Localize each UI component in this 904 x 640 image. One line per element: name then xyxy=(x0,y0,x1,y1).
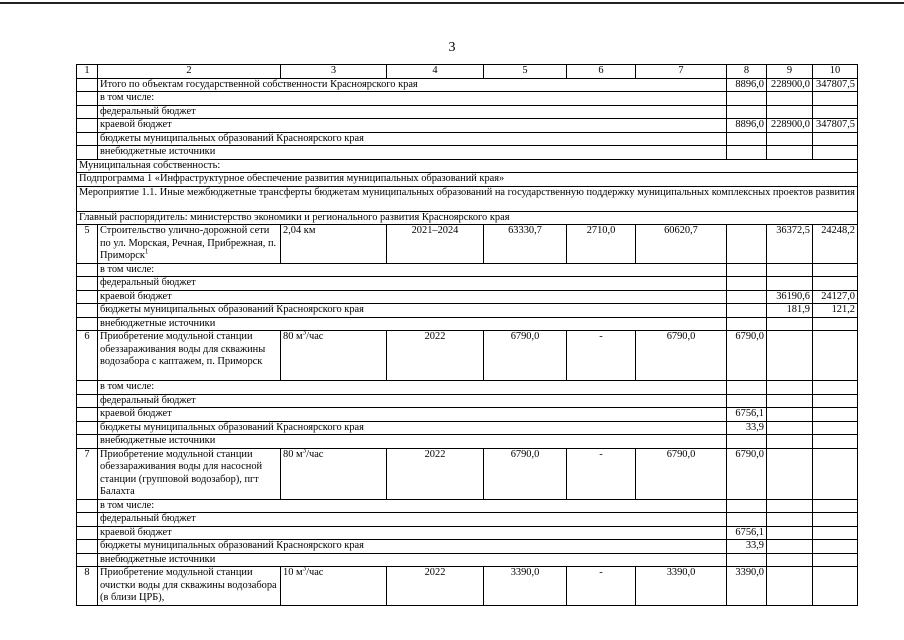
measure-heading xyxy=(77,186,858,211)
value-col10 xyxy=(813,105,858,119)
regional-budget-label: краевой бюджет xyxy=(98,526,727,540)
blank-cell xyxy=(77,78,98,92)
manager-heading: Главный распорядитель: министерство экономики и регионального развития Красноярского края xyxy=(77,211,858,225)
blank-cell xyxy=(77,526,98,540)
header-row xyxy=(77,65,858,79)
value-col10 xyxy=(813,132,858,146)
value-col5: 63330,7 xyxy=(484,225,567,264)
value-col8 xyxy=(727,553,767,567)
subrow-municipal-budgets xyxy=(77,304,858,318)
unit-tail: /час xyxy=(306,448,324,460)
blank-cell xyxy=(77,553,98,567)
top-rule xyxy=(0,2,904,4)
subrow-regional-budget xyxy=(77,290,858,304)
including-label: в том числе: xyxy=(98,499,727,513)
item-name: Строительство улично-дорожной сети по ул. Морская, Речная, Прибрежная, п. Приморск$^1$ xyxy=(98,225,281,264)
value-col9 xyxy=(767,277,813,291)
value-col10 xyxy=(813,435,858,449)
item-row xyxy=(77,448,858,499)
extrabudgetary-label: внебюджетные источники xyxy=(98,317,727,331)
subrow-regional-budget xyxy=(77,526,858,540)
blank-cell xyxy=(77,394,98,408)
value-col8 xyxy=(727,225,767,264)
federal-budget-label: федеральный бюджет xyxy=(98,394,727,408)
municipal-heading xyxy=(77,159,858,173)
value-col5: 3390,0 xyxy=(484,567,567,606)
value-col8 xyxy=(727,263,767,277)
subrow-including xyxy=(77,381,858,395)
regional-budget-label: краевой бюджет xyxy=(98,408,727,422)
item-number: 5 xyxy=(77,225,98,264)
value-col9 xyxy=(767,394,813,408)
blank-cell xyxy=(77,119,98,133)
column-number-7: 7 xyxy=(636,65,727,79)
value-col10 xyxy=(813,513,858,527)
column-number-1: 1 xyxy=(77,65,98,79)
value-col10 xyxy=(813,146,858,160)
value-col8 xyxy=(727,304,767,318)
blank-cell xyxy=(77,290,98,304)
subprogram-heading: Подпрограмма 1 «Инфраструктурное обеспечение развития муниципальных образований края» xyxy=(77,173,858,187)
value-col8: 33,9 xyxy=(727,421,767,435)
capacity: 80 $м^3$/час xyxy=(281,448,387,499)
value-col9 xyxy=(767,435,813,449)
measure-heading: Мероприятие 1.1. Иные межбюджетные трансферты бюджетам муниципальных образований на государственную поддержку муниципальных комплексных проектов развития xyxy=(77,186,858,211)
value-col7: 3390,0 xyxy=(636,567,727,606)
subrow-municipal-budgets xyxy=(77,421,858,435)
subrow-including xyxy=(77,499,858,513)
subrow-including xyxy=(77,263,858,277)
item-number: 8 xyxy=(77,567,98,606)
value-col10 xyxy=(813,421,858,435)
subrow-including xyxy=(77,92,858,106)
value-col8 xyxy=(727,435,767,449)
value-col8: 8896,0 xyxy=(727,78,767,92)
column-number-5: 5 xyxy=(484,65,567,79)
value-col6: 2710,0 xyxy=(567,225,636,264)
item-number: 6 xyxy=(77,331,98,381)
value-col8 xyxy=(727,277,767,291)
value-col9 xyxy=(767,317,813,331)
regional-budget-label: краевой бюджет xyxy=(98,119,727,133)
subprogram-heading xyxy=(77,173,858,187)
value-col9 xyxy=(767,408,813,422)
municipal-budgets-label: бюджеты муниципальных образований Красноярского края xyxy=(98,132,727,146)
subrow-municipal-budgets xyxy=(77,132,858,146)
value-col9 xyxy=(767,499,813,513)
value-col9 xyxy=(767,331,813,381)
subrow-regional-budget xyxy=(77,408,858,422)
column-number-4: 4 xyxy=(387,65,484,79)
federal-budget-label: федеральный бюджет xyxy=(98,277,727,291)
blank-cell xyxy=(77,540,98,554)
extrabudgetary-label: внебюджетные источники xyxy=(98,435,727,449)
value-col10 xyxy=(813,567,858,606)
value-col10: 121,2 xyxy=(813,304,858,318)
value-col8 xyxy=(727,394,767,408)
unit-tail: /час xyxy=(306,567,324,578)
value-col10 xyxy=(813,277,858,291)
value-col8 xyxy=(727,499,767,513)
subrow-federal-budget xyxy=(77,277,858,291)
value-col9 xyxy=(767,146,813,160)
value-col9 xyxy=(767,381,813,395)
value-col9: 36190,6 xyxy=(767,290,813,304)
value-col8: 3390,0 xyxy=(727,567,767,606)
value-col9 xyxy=(767,132,813,146)
value-col9: 228900,0 xyxy=(767,119,813,133)
value-col9 xyxy=(767,513,813,527)
value-col10: 24248,2 xyxy=(813,225,858,264)
manager-heading xyxy=(77,211,858,225)
period: 2022 xyxy=(387,567,484,606)
item-row xyxy=(77,225,858,264)
value-col8 xyxy=(727,317,767,331)
blank-cell xyxy=(77,435,98,449)
value-col10 xyxy=(813,448,858,499)
subrow-extrabudgetary xyxy=(77,435,858,449)
value-col9 xyxy=(767,540,813,554)
municipal-budgets-label: бюджеты муниципальных образований Красноярского края xyxy=(98,421,727,435)
value-col9: 181,9 xyxy=(767,304,813,318)
value-col8 xyxy=(727,105,767,119)
value-col10 xyxy=(813,526,858,540)
period: 2022 xyxy=(387,448,484,499)
value-col8: 6790,0 xyxy=(727,331,767,381)
value-col10 xyxy=(813,540,858,554)
blank-cell xyxy=(77,146,98,160)
item-row xyxy=(77,567,858,606)
item-name: Приобретение модульной станции обеззараживания воды для скважины водозабора с каптажем, п. Приморск xyxy=(98,331,281,381)
column-number-3: 3 xyxy=(281,65,387,79)
period: 2021–2024 xyxy=(387,225,484,264)
federal-budget-label: федеральный бюджет xyxy=(98,105,727,119)
value-col9 xyxy=(767,526,813,540)
subrow-extrabudgetary xyxy=(77,317,858,331)
value-col7: 60620,7 xyxy=(636,225,727,264)
footnote-mark: 1 xyxy=(144,247,149,256)
value-col9: 36372,5 xyxy=(767,225,813,264)
value-col8: 6756,1 xyxy=(727,408,767,422)
value-col10 xyxy=(813,92,858,106)
unit-superscript: 3 xyxy=(302,330,307,337)
value-col5: 6790,0 xyxy=(484,331,567,381)
blank-cell xyxy=(77,105,98,119)
value-col9 xyxy=(767,105,813,119)
value-col6: - xyxy=(567,448,636,499)
value-col10: 347807,5 xyxy=(813,78,858,92)
item-number: 7 xyxy=(77,448,98,499)
including-label: в том числе: xyxy=(98,263,727,277)
period: 2022 xyxy=(387,331,484,381)
unit-tail: /час xyxy=(306,331,324,342)
value-col8 xyxy=(727,513,767,527)
subrow-extrabudgetary xyxy=(77,146,858,160)
value-col10 xyxy=(813,381,858,395)
capacity: 10 $м^3$/час xyxy=(281,567,387,606)
blank-cell xyxy=(77,304,98,318)
value-col8 xyxy=(727,146,767,160)
column-number-8: 8 xyxy=(727,65,767,79)
value-col8: 33,9 xyxy=(727,540,767,554)
value-col8 xyxy=(727,381,767,395)
value-col10: 24127,0 xyxy=(813,290,858,304)
including-label: в том числе: xyxy=(98,92,727,106)
value-col9 xyxy=(767,553,813,567)
total-title: Итого по объектам государственной собственности Красноярского края xyxy=(98,78,727,92)
total-row xyxy=(77,78,858,92)
value-col10 xyxy=(813,394,858,408)
value-col6: - xyxy=(567,331,636,381)
value-col8 xyxy=(727,92,767,106)
extrabudgetary-label: внебюджетные источники xyxy=(98,146,727,160)
value-col8: 8896,0 xyxy=(727,119,767,133)
value-col8 xyxy=(727,290,767,304)
blank-cell xyxy=(77,513,98,527)
value-col6: - xyxy=(567,567,636,606)
value-col7: 6790,0 xyxy=(636,448,727,499)
value-col9 xyxy=(767,567,813,606)
blank-cell xyxy=(77,277,98,291)
value-col7: 6790,0 xyxy=(636,331,727,381)
value-col10 xyxy=(813,317,858,331)
column-number-9: 9 xyxy=(767,65,813,79)
subrow-regional-budget xyxy=(77,119,858,133)
value-col9 xyxy=(767,92,813,106)
extrabudgetary-label: внебюджетные источники xyxy=(98,553,727,567)
subrow-municipal-budgets xyxy=(77,540,858,554)
page-number: 3 xyxy=(448,40,456,55)
value-col9 xyxy=(767,421,813,435)
federal-budget-label: федеральный бюджет xyxy=(98,513,727,527)
blank-cell xyxy=(77,381,98,395)
unit-superscript: 3 xyxy=(302,448,307,455)
blank-cell xyxy=(77,317,98,331)
item-row xyxy=(77,331,858,381)
item-name: Приобретение модульной станции очистки воды для скважины водозабора (в близи ЦРБ), xyxy=(98,567,281,606)
value-col10 xyxy=(813,331,858,381)
value-col8: 6756,1 xyxy=(727,526,767,540)
subrow-federal-budget xyxy=(77,105,858,119)
value-col10 xyxy=(813,553,858,567)
value-col10 xyxy=(813,408,858,422)
value-col8: 6790,0 xyxy=(727,448,767,499)
municipal-budgets-label: бюджеты муниципальных образований Красноярского края xyxy=(98,540,727,554)
unit-superscript: 3 xyxy=(302,566,307,573)
item-name: Приобретение модульной станции обеззараживания воды для насосной станции (групповой водозабор), пгт Балахта xyxy=(98,448,281,499)
value-col9 xyxy=(767,448,813,499)
budget-table xyxy=(76,64,858,606)
blank-cell xyxy=(77,132,98,146)
regional-budget-label: краевой бюджет xyxy=(98,290,727,304)
subrow-federal-budget xyxy=(77,394,858,408)
municipal-budgets-label: бюджеты муниципальных образований Красноярского края xyxy=(98,304,727,318)
blank-cell xyxy=(77,408,98,422)
capacity: 80 $м^3$/час xyxy=(281,331,387,381)
column-number-6: 6 xyxy=(567,65,636,79)
capacity: 2,04 км xyxy=(281,225,387,264)
blank-cell xyxy=(77,263,98,277)
value-col10: 347807,5 xyxy=(813,119,858,133)
municipal-heading: Муниципальная собственность: xyxy=(77,159,858,173)
blank-cell xyxy=(77,92,98,106)
blank-cell xyxy=(77,499,98,513)
value-col10 xyxy=(813,263,858,277)
value-col10 xyxy=(813,499,858,513)
subrow-federal-budget xyxy=(77,513,858,527)
subrow-extrabudgetary xyxy=(77,553,858,567)
including-label: в том числе: xyxy=(98,381,727,395)
column-number-2: 2 xyxy=(98,65,281,79)
value-col9 xyxy=(767,263,813,277)
value-col8 xyxy=(727,132,767,146)
value-col9: 228900,0 xyxy=(767,78,813,92)
column-number-10: 10 xyxy=(813,65,858,79)
blank-cell xyxy=(77,421,98,435)
value-col5: 6790,0 xyxy=(484,448,567,499)
